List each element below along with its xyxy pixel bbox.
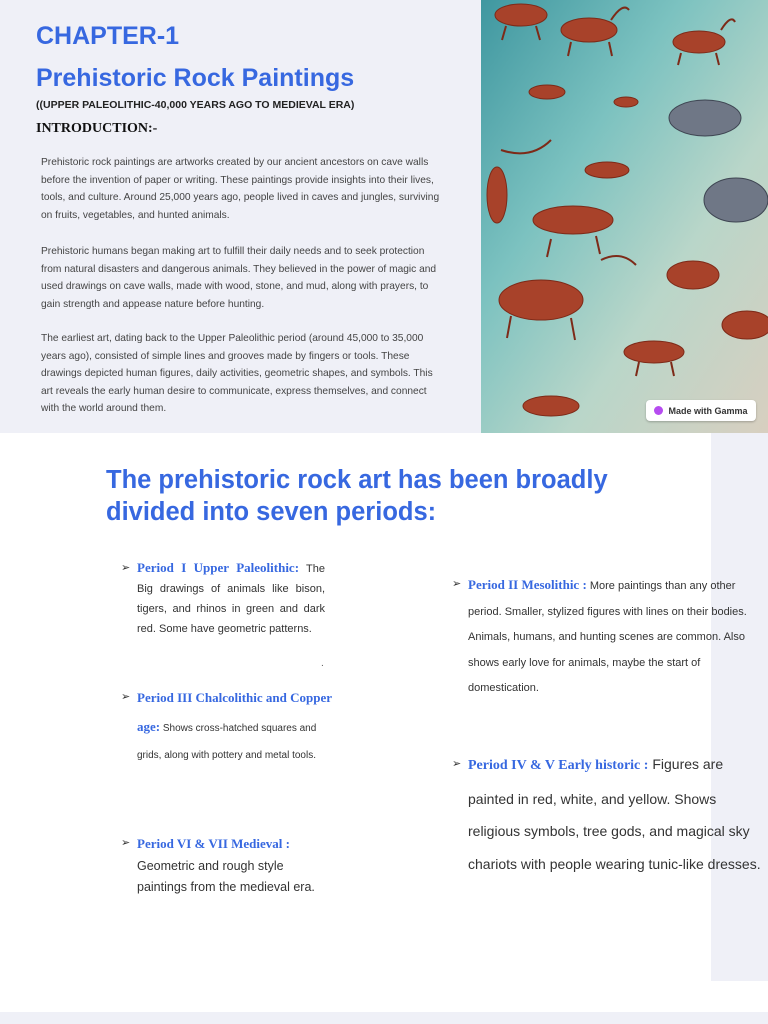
- bottom-strip: [0, 1012, 768, 1024]
- rock-art-image: [481, 0, 768, 433]
- made-with-gamma-badge[interactable]: [646, 400, 756, 421]
- period-5-text: Geometric and rough style paintings from the medieval era.: [137, 858, 315, 894]
- period-5-item: [121, 833, 337, 899]
- period-4-item: [452, 748, 768, 880]
- side-strip: [711, 433, 768, 981]
- introduction-heading: INTRODUCTION:-: [36, 121, 158, 136]
- period-2-text: More paintings than any other period. Smaller, stylized figures with lines on their bodies. Animals, humans, and hunting scenes are common. Also shows early love for animals, maybe the start of domestication.: [468, 580, 747, 694]
- bullet-arrow-icon: ➢: [121, 691, 131, 703]
- period-3-text: Shows cross-hatched squares and grids, along with pottery and metal tools.: [137, 723, 317, 761]
- gamma-logo-icon: [654, 406, 663, 415]
- period-4-label: Period IV & V Early historic :: [468, 758, 649, 773]
- badge-label: Made with Gamma: [668, 405, 748, 416]
- period-1-item: [121, 558, 325, 639]
- bullet-arrow-icon: ➢: [452, 578, 462, 590]
- intro-paragraph-1: Prehistoric rock paintings are artworks created by our ancient ancestors on cave walls before the invention of paper or writing. These paintings provide insights into their lives, tools, and culture. Around 25,000 years ago, people lived in caves and jungles, surviving on fruits, vegetables, and hunted animals.: [41, 157, 440, 221]
- page-title: Prehistoric Rock Paintings: [36, 64, 355, 92]
- period-2-label: Period II Mesolithic :: [468, 577, 587, 592]
- period-5-label: Period VI & VII Medieval :: [137, 836, 290, 851]
- period-3-item: [121, 684, 337, 769]
- stray-dot: .: [321, 658, 324, 669]
- period-3-label: Period III Chalcolithic and Copper age:: [137, 690, 332, 734]
- page-subtitle: ((UPPER PALEOLITHIC-40,000 YEARS AGO TO MEDIEVAL ERA): [36, 99, 355, 111]
- intro-paragraph-2: Prehistoric humans began making art to fulfill their daily needs and to seek protection from natural disasters and dangerous animals. They believed in the power of magic and used drawings on cave walls, made with wood, stone, and mud, along with prayers, to gain strength and appease nature before hunting.: [41, 246, 437, 310]
- chapter-label: CHAPTER-1: [36, 22, 180, 50]
- bullet-arrow-icon: ➢: [121, 562, 131, 574]
- intro-paragraph-3: The earliest art, dating back to the Upper Paleolithic period (around 45,000 to 35,000 years ago), consisted of simple lines and grooves made by fingers or tools. These drawings depicted human figures, daily activities, geometric shapes, and symbols. This art reveals the early human desire to communicate, express themselves, and connect with the world around them.: [41, 333, 433, 414]
- bullet-arrow-icon: ➢: [121, 837, 131, 849]
- period-2-item: [452, 572, 768, 702]
- bullet-arrow-icon: ➢: [452, 758, 462, 770]
- period-4-text: Figures are painted in red, white, and yellow. Shows religious symbols, tree gods, and magical sky chariots with people wearing tunic-like dresses.: [468, 756, 761, 872]
- period-1-label: Period I Upper Paleolithic:: [137, 560, 300, 575]
- period-1-text: The Big drawings of animals like bison, tigers, and rhinos in green and dark red. Some have geometric patterns.: [137, 563, 325, 635]
- periods-heading: The prehistoric rock art has been broadly divided into seven periods:: [106, 466, 608, 526]
